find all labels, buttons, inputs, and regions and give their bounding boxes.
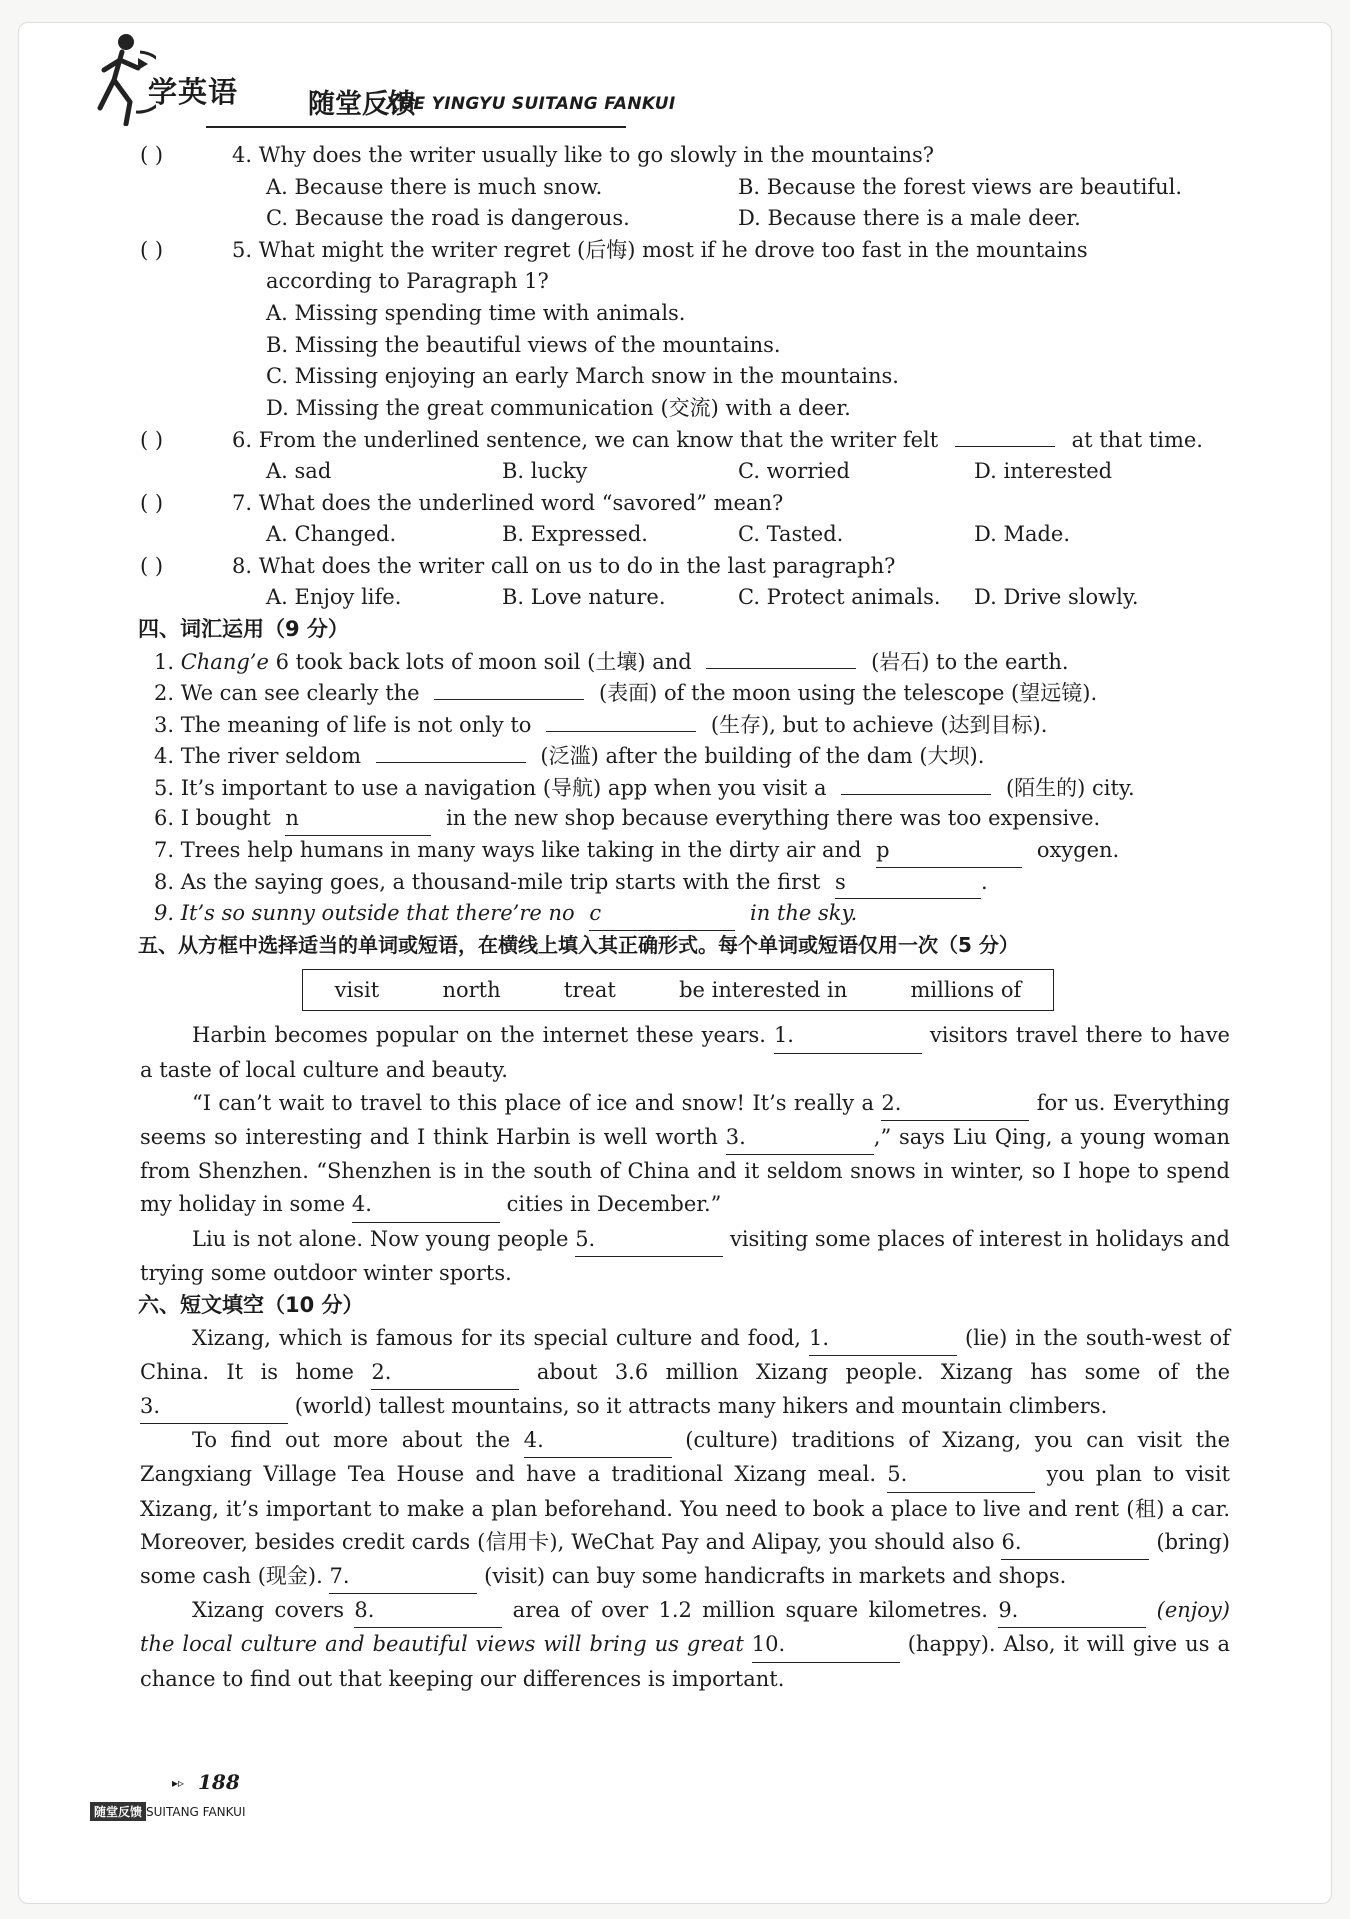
- vocab-item-9: 9. It’s so sunny outside that there’re no c in the sky.: [140, 898, 1230, 930]
- question-4: ( ) 4. Why does the writer usually like to go slowly in the mountains?: [140, 140, 1230, 172]
- answer-blank[interactable]: 8.: [354, 1594, 502, 1628]
- answer-bracket[interactable]: ( ): [140, 553, 164, 578]
- option-a[interactable]: A. Because there is much snow.: [266, 174, 603, 199]
- brand-pinyin: XUE YINGYU SUITANG FANKUI: [386, 94, 676, 114]
- options-row: [140, 172, 1230, 204]
- question-text: Why does the writer usually like to go slowly in the mountains?: [258, 143, 935, 167]
- answer-bracket[interactable]: ( ): [140, 490, 164, 515]
- option-c[interactable]: C. Tasted.: [738, 522, 844, 547]
- answer-blank[interactable]: [434, 677, 584, 700]
- question-5: ( ) 5. What might the writer regret (后悔) most if he drove too fast in the mountains: [140, 235, 1230, 267]
- brand-subtitle: 随堂反馈: [308, 89, 416, 120]
- options-row: [140, 519, 1230, 551]
- answer-blank[interactable]: 6.: [1001, 1526, 1149, 1560]
- answer-blank[interactable]: [955, 424, 1055, 447]
- answer-blank[interactable]: 4.: [352, 1188, 500, 1222]
- option-c[interactable]: C. Because the road is dangerous.: [266, 206, 630, 231]
- passage-paragraph: “I can’t wait to travel to this place of ice and snow! It’s really a 2. for us. Everything seems so interesting and I think Harbin is well worth 3. ,” says Liu Qing, a young woman from Shenzhen. “Shenzhen is in the south of China and it seldom snows in winter, so I hope to spend my holiday in some 4. cities in December.”: [140, 1087, 1230, 1223]
- question-text-after: at that time.: [1071, 428, 1203, 453]
- vocab-item-6: 6. I bought n in the new shop because everything there was too expensive.: [140, 803, 1230, 835]
- vocab-item-8: 8. As the saying goes, a thousand-mile trip starts with the first s .: [140, 867, 1230, 899]
- passage-paragraph: Xizang, which is famous for its special culture and food, 1. (lie) in the south-west of China. It is home 2. about 3.6 million Xizang people. Xizang has some of the 3. (world) tallest mountains, so it attracts many hikers and mountain climbers.: [140, 1322, 1230, 1425]
- option-c[interactable]: C. Protect animals.: [738, 585, 941, 610]
- answer-bracket[interactable]: ( ): [140, 428, 164, 453]
- word-box: [302, 969, 1054, 1011]
- answer-blank[interactable]: [706, 646, 856, 669]
- question-7: ( ) 7. What does the underlined word “savored” mean?: [140, 488, 1230, 520]
- answer-blank[interactable]: p: [876, 835, 1022, 868]
- option-d[interactable]: D. interested: [974, 458, 1113, 483]
- answer-blank[interactable]: 2.: [371, 1356, 519, 1390]
- question-text-continued: according to Paragraph 1?: [266, 269, 549, 294]
- option-b[interactable]: B. Love nature.: [502, 585, 666, 610]
- option-a[interactable]: A. Changed.: [266, 522, 397, 547]
- answer-blank[interactable]: 5.: [575, 1223, 723, 1257]
- vocab-item-2: 2. We can see clearly the (表面) of the moon using the telescope (望远镜).: [140, 677, 1230, 709]
- question-text: What might the writer regret (后悔) most if he drove too fast in the mountains: [258, 237, 1088, 262]
- answer-blank[interactable]: 3.: [726, 1121, 874, 1155]
- answer-blank[interactable]: 7.: [329, 1560, 477, 1594]
- answer-blank[interactable]: [376, 740, 526, 763]
- word-box-item: treat: [563, 977, 616, 1002]
- worksheet-content: [140, 140, 1230, 1696]
- answer-blank[interactable]: 3.: [140, 1390, 288, 1424]
- vocab-item-1: 1. Chang’e 6 took back lots of moon soil (土壤) and (岩石) to the earth.: [140, 646, 1230, 678]
- page-number: 188: [198, 1770, 240, 1794]
- option-d[interactable]: D. Missing the great communication (交流) with a deer.: [266, 395, 851, 420]
- section-4-title: 四、词汇运用（9 分）: [138, 616, 349, 641]
- vocab-item-5: 5. It’s important to use a navigation (导航) app when you visit a (陌生的) city.: [140, 772, 1230, 804]
- option-d[interactable]: D. Drive slowly.: [974, 585, 1139, 610]
- vocab-item-3: 3. The meaning of life is not only to (生存), but to achieve (达到目标).: [140, 709, 1230, 741]
- answer-blank[interactable]: s: [835, 867, 981, 900]
- runner-logo-icon: [86, 30, 156, 126]
- word-box-item: north: [442, 977, 501, 1002]
- answer-blank[interactable]: n: [285, 803, 431, 836]
- answer-blank[interactable]: 1.: [809, 1322, 957, 1356]
- options-row: [140, 582, 1230, 614]
- option-d[interactable]: D. Because there is a male deer.: [738, 206, 1081, 231]
- vocab-item-7: 7. Trees help humans in many ways like taking in the dirty air and p oxygen.: [140, 835, 1230, 867]
- option-a[interactable]: A. sad: [266, 458, 332, 483]
- answer-blank[interactable]: 4.: [524, 1424, 672, 1458]
- answer-bracket[interactable]: ( ): [140, 143, 164, 167]
- option-b[interactable]: B. Because the forest views are beautiful.: [738, 174, 1183, 199]
- option-a[interactable]: A. Missing spending time with animals.: [266, 300, 686, 325]
- option-c[interactable]: C. Missing enjoying an early March snow in the mountains.: [266, 364, 899, 389]
- passage-paragraph: Harbin becomes popular on the internet these years. 1. visitors travel there to have a taste of local culture and beauty.: [140, 1019, 1230, 1086]
- answer-blank[interactable]: 10.: [752, 1628, 900, 1662]
- option-d[interactable]: D. Made.: [974, 522, 1071, 547]
- option-c[interactable]: C. worried: [738, 458, 850, 483]
- question-8: ( ) 8. What does the writer call on us to do in the last paragraph?: [140, 551, 1230, 583]
- options-row: [140, 456, 1230, 488]
- answer-blank[interactable]: 5.: [887, 1458, 1035, 1492]
- word-box-item: visit: [334, 977, 380, 1002]
- section-6-title: 六、短文填空（10 分）: [138, 1293, 364, 1318]
- answer-blank[interactable]: [841, 772, 991, 795]
- answer-blank[interactable]: 2.: [881, 1087, 1029, 1121]
- word-box-item: millions of: [910, 977, 1022, 1002]
- page-header: [86, 30, 686, 130]
- question-text: What does the writer call on us to do in the last paragraph?: [258, 553, 896, 578]
- option-b[interactable]: B. Expressed.: [502, 522, 648, 547]
- vocab-item-4: 4. The river seldom (泛滥) after the building of the dam (大坝).: [140, 740, 1230, 772]
- options-row: [140, 203, 1230, 235]
- section-5-title: 五、从方框中选择适当的单词或短语，在横线上填入其正确形式。每个单词或短语仅用一次（5 分）: [138, 932, 1019, 957]
- question-text: From the underlined sentence, we can know that the writer felt: [258, 428, 939, 453]
- answer-blank[interactable]: [546, 709, 696, 732]
- question-6: ( ) 6. From the underlined sentence, we can know that the writer felt at that time.: [140, 424, 1230, 456]
- header-rule: [206, 126, 626, 128]
- option-a[interactable]: A. Enjoy life.: [266, 585, 402, 610]
- word-box-item: be interested in: [679, 977, 848, 1002]
- answer-blank[interactable]: 1.: [774, 1019, 922, 1053]
- answer-blank[interactable]: c: [589, 898, 735, 931]
- question-text: What does the underlined word “savored” mean?: [258, 490, 784, 515]
- passage-paragraph: To find out more about the 4. (culture) traditions of Xizang, you can visit the Zangxiang Village Tea House and have a traditional Xizang meal. 5. you plan to visit Xizang, it’s important to make a plan beforehand. You need to book a place to live and rent (租) a car. Moreover, besides credit cards (信用卡), WeChat Pay and Alipay, you should also 6. (bring) some cash (现金). 7. (visit) can buy some handicrafts in markets and shops.: [140, 1424, 1230, 1594]
- option-b[interactable]: B. Missing the beautiful views of the mountains.: [266, 332, 781, 357]
- passage-paragraph: Liu is not alone. Now young people 5. visiting some places of interest in holidays and trying some outdoor winter sports.: [140, 1223, 1230, 1290]
- passage-paragraph: Xizang covers 8. area of over 1.2 million square kilometres. 9. (enjoy) the local culture and beautiful views will bring us great 10. (happy). Also, it will give us a chance to find out that keeping our differences is important.: [140, 1594, 1230, 1696]
- option-b[interactable]: B. lucky: [502, 458, 588, 483]
- brand-title: 学英语: [148, 75, 239, 109]
- answer-blank[interactable]: 9.: [998, 1594, 1146, 1628]
- arrow-icon: ▸▹: [172, 1776, 185, 1790]
- footer-tag: 随堂反馈 SUITANG FANKUI: [90, 1802, 246, 1821]
- answer-bracket[interactable]: ( ): [140, 237, 164, 262]
- page-footer: [90, 1770, 390, 1840]
